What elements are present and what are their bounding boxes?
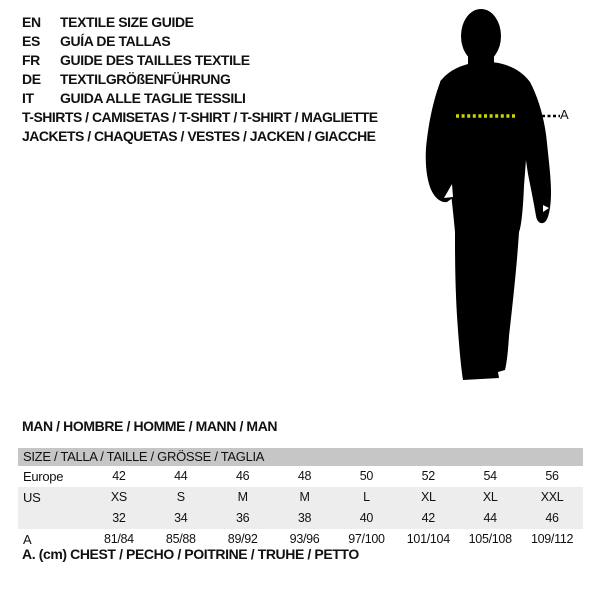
language-row <box>22 89 250 108</box>
size-table-cell: 52 <box>421 469 435 483</box>
size-table-header: SIZE / TALLA / TAILLE / GRÖSSE / TAGLIA <box>18 448 583 466</box>
language-label: GUIDA ALLE TAGLIE TESSILI <box>60 90 246 106</box>
size-table-cell: XS <box>110 490 127 504</box>
size-table-cell: 50 <box>359 469 374 483</box>
size-table-cell: XL <box>420 490 436 504</box>
language-code: ES <box>22 33 40 49</box>
size-table-row-label: US <box>23 490 41 505</box>
size-table-cell: 105/108 <box>468 532 512 546</box>
man-silhouette <box>426 9 551 380</box>
size-table-row-label: A <box>23 532 32 547</box>
size-table-cell: XXL <box>540 490 564 504</box>
category-headings <box>22 108 378 146</box>
size-table-cell: 101/104 <box>406 532 450 546</box>
size-table-cell: 44 <box>174 469 188 483</box>
measure-footnote: A. (cm) CHEST / PECHO / POITRINE / TRUHE / PETTO <box>22 546 359 562</box>
size-table-cell: 46 <box>236 469 250 483</box>
language-row <box>22 13 250 32</box>
size-table-cell: S <box>176 490 185 504</box>
language-row <box>22 70 250 89</box>
language-label: GUÍA DE TALLAS <box>60 33 171 49</box>
language-label: GUIDE DES TAILLES TEXTILE <box>60 52 250 68</box>
language-code: IT <box>22 90 34 106</box>
size-table-cell: 32 <box>112 511 126 525</box>
size-table-row <box>18 508 583 529</box>
category-line-tshirts: T-SHIRTS / CAMISETAS / T-SHIRT / T-SHIRT / MAGLIETTE <box>22 109 378 125</box>
size-table-cell: M <box>237 490 248 504</box>
size-table-cell: 36 <box>236 511 250 525</box>
man-silhouette-figure <box>402 6 600 396</box>
size-table-row <box>18 466 583 487</box>
language-code: DE <box>22 71 41 87</box>
size-table-cell: 54 <box>483 469 497 483</box>
size-table <box>18 448 583 550</box>
language-row <box>22 51 250 70</box>
size-table-cell: 93/96 <box>289 532 320 546</box>
language-list <box>22 13 250 108</box>
size-table-cell: 48 <box>297 469 312 483</box>
size-table-row <box>18 487 583 508</box>
section-title-man: MAN / HOMBRE / HOMME / MANN / MAN <box>22 418 278 434</box>
size-table-cell: 42 <box>112 469 126 483</box>
size-table-cell: L <box>363 490 370 504</box>
size-table-cell: 44 <box>483 511 497 525</box>
size-table-cell: 38 <box>297 511 312 525</box>
size-table-cell: XL <box>482 490 498 504</box>
category-line-jackets: JACKETS / CHAQUETAS / VESTES / JACKEN / GIACCHE <box>22 128 376 144</box>
language-code: EN <box>22 14 41 30</box>
size-table-cell: 89/92 <box>227 532 258 546</box>
size-table-cell: 81/84 <box>104 532 134 546</box>
size-table-cell: 40 <box>359 511 374 525</box>
size-table-cell: 109/112 <box>530 532 574 546</box>
language-code: FR <box>22 52 40 68</box>
size-table-cell: 56 <box>545 469 559 483</box>
size-table-cell: 97/100 <box>348 532 385 546</box>
language-row <box>22 32 250 51</box>
size-table-cell: 42 <box>421 511 435 525</box>
language-label: TEXTILGRÖßENFÜHRUNG <box>60 71 231 87</box>
size-table-row-label: Europe <box>23 469 64 484</box>
language-label: TEXTILE SIZE GUIDE <box>60 14 194 30</box>
size-table-cell: M <box>299 490 310 504</box>
size-table-cell: 46 <box>545 511 559 525</box>
size-table-cell: 85/88 <box>165 532 196 546</box>
size-table-row-label <box>18 508 88 529</box>
size-table-body <box>18 466 583 550</box>
size-table-cell: 34 <box>174 511 188 525</box>
measure-label-a: A <box>560 107 569 122</box>
